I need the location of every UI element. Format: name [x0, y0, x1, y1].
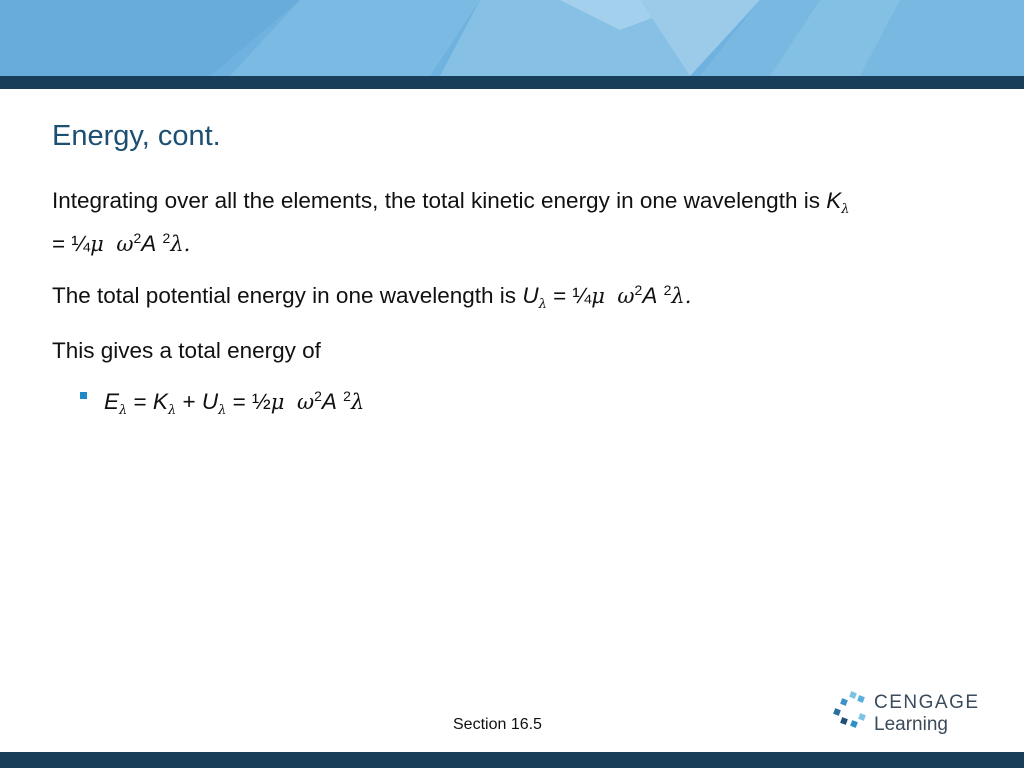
symbol-mu: μ [90, 232, 104, 256]
superscript-two: 2 [634, 282, 643, 298]
equals-quarter: = ¼ [546, 283, 592, 308]
superscript-two: 2 [133, 230, 142, 246]
superscript-two: 2 [314, 388, 322, 404]
cengage-logo-icon [832, 690, 870, 734]
bullet-total-energy [52, 382, 972, 425]
plus-sign: + [176, 389, 202, 414]
footer-section-label: Section 16.5 [453, 716, 542, 733]
symbol-omega: ω [116, 232, 134, 256]
paragraph-kinetic-text: Integrating over all the elements, the total kinetic energy in one wavelength is [52, 188, 827, 213]
bullet-square-icon [80, 392, 87, 399]
subscript-lambda: λ [841, 202, 850, 217]
symbol-E: E [104, 389, 120, 414]
paragraph-total: This gives a total energy of [52, 338, 321, 363]
paragraph-potential-text: The total potential energy in one wavelength is [52, 283, 523, 308]
symbol-A: A [642, 283, 658, 308]
symbol-A: A [321, 389, 337, 414]
equals-quarter: = ¼ [52, 231, 91, 256]
symbol-omega: ω [617, 284, 635, 308]
symbol-lambda: λ. [170, 232, 191, 256]
equals-sign: = [127, 389, 153, 414]
superscript-two: 2 [663, 282, 672, 298]
cengage-logo [832, 690, 982, 740]
header-rule [0, 76, 1024, 89]
header-banner [0, 0, 1024, 76]
subscript-lambda: λ [167, 403, 177, 418]
symbol-K: K [826, 188, 842, 213]
logo-text-learning: Learning [874, 714, 948, 735]
superscript-two: 2 [343, 388, 351, 404]
superscript-two: 2 [162, 230, 171, 246]
symbol-omega: ω [296, 390, 315, 414]
symbol-U: U [201, 389, 219, 414]
subscript-lambda: λ [218, 403, 227, 418]
symbol-K: K [152, 389, 168, 414]
subscript-lambda: λ [538, 297, 547, 312]
symbol-mu: μ [591, 284, 605, 308]
symbol-lambda: λ [350, 390, 365, 414]
equals-half: = ½ [226, 389, 271, 414]
footer-rule [0, 752, 1024, 768]
banner-graphic [0, 0, 1024, 76]
paragraph-kinetic [52, 186, 972, 259]
slide-title: Energy, cont. [52, 120, 221, 152]
symbol-mu: μ [270, 390, 285, 414]
symbol-A: A [141, 231, 157, 256]
paragraph-potential [52, 276, 972, 319]
symbol-lambda: λ. [671, 284, 692, 308]
logo-text-cengage: CENGAGE [874, 692, 980, 713]
subscript-lambda: λ [119, 403, 128, 418]
slide-body [52, 186, 972, 425]
symbol-U: U [522, 283, 539, 308]
